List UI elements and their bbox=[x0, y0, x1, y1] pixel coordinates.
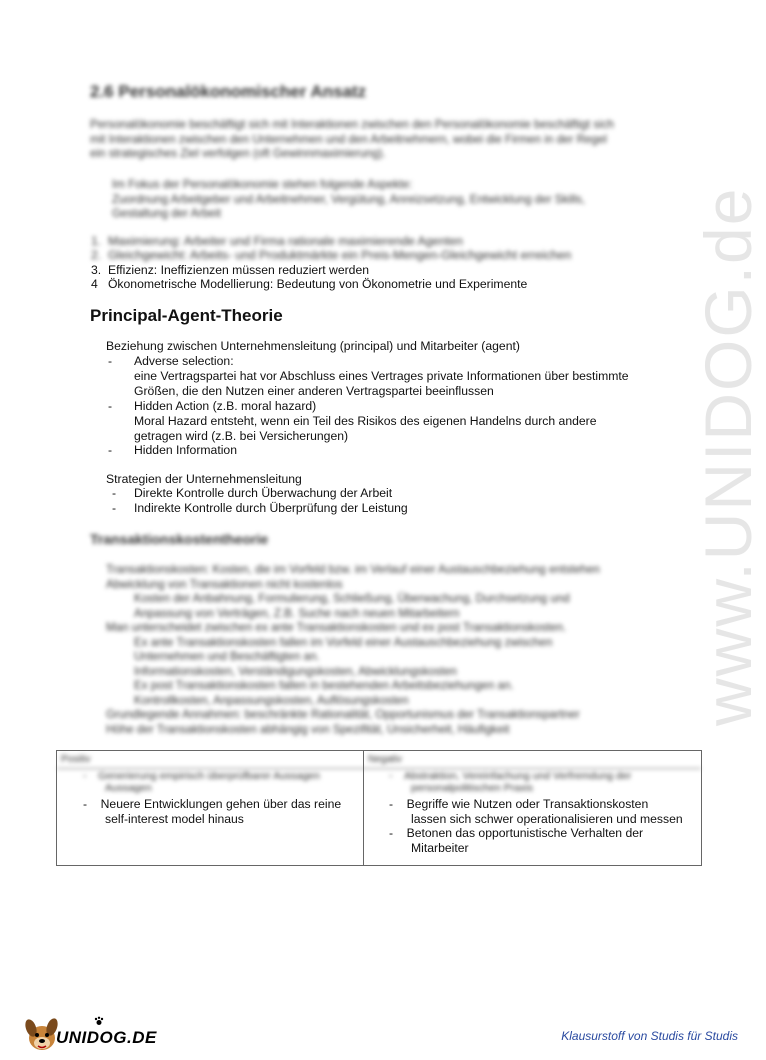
strategy-item: Indirekte Kontrolle durch Überprüfung der Leistung bbox=[134, 501, 408, 515]
list-dash: - bbox=[108, 354, 113, 368]
focus-line: Zuordnung Arbeitgeber und Arbeitnehmer, Vergütung, Anreizsetzung, Entwicklung der Skills, bbox=[112, 192, 586, 206]
intro-line: ein strategisches Ziel verfolgen (oft Gewinnmaximierung). bbox=[90, 147, 386, 160]
watermark-text: www.UNIDOG.de bbox=[691, 186, 765, 726]
hidden-action-line: getragen wird (z.B. bei Versicherungen) bbox=[134, 429, 349, 443]
intro-line: Personalökonomie beschäftigt sich mit Interaktionen zwischen den Personalökonomie beschäftigt sich bbox=[90, 118, 614, 131]
footer-tagline: Klausurstoff von Studis für Studis bbox=[561, 1029, 738, 1043]
table-cell-positiv: - Neuere Entwicklungen gehen über das reine self-interest model hinaus bbox=[83, 797, 342, 826]
tk-line: Unternehmen und Beschäftigten an. bbox=[134, 650, 320, 663]
tk-line: Ex post Transaktionskosten fallen in bestehenden Arbeitsbeziehungen an. bbox=[134, 679, 514, 692]
strategies-title: Strategien der Unternehmensleitung bbox=[106, 472, 302, 486]
table-cell-negativ: - Betonen das opportunistische Verhalten der Mitarbeiter bbox=[389, 826, 644, 855]
numbered-item: 3. Effizienz: Ineffizienzen müssen reduziert werden bbox=[91, 263, 369, 277]
table-header-negativ: Negativ bbox=[368, 754, 402, 765]
intro-paragraph bbox=[90, 118, 614, 162]
tk-line: Informationskosten, Verständigungskosten, Abwicklungskosten bbox=[134, 664, 457, 678]
adverse-title: Adverse selection: bbox=[134, 354, 234, 368]
tk-line: Man unterscheidet zwischen ex ante Transaktionskosten und ex post Transaktionskosten. bbox=[106, 621, 567, 634]
tk-heading: Transaktionskostentheorie bbox=[90, 531, 269, 547]
hidden-info-title: Hidden Information bbox=[134, 443, 237, 457]
list-dash: - bbox=[112, 486, 117, 500]
tk-line: Grundlegende Annahmen: beschränkte Rationalität, Opportunismus der Transaktionspartner bbox=[106, 708, 580, 721]
tk-line: Ex ante Transaktionskosten fallen im Vorfeld einer Austauschbeziehung zwischen bbox=[134, 635, 553, 649]
pa-heading: Principal-Agent-Theorie bbox=[90, 306, 283, 325]
paw-icon bbox=[94, 1016, 104, 1026]
focus-line: Im Fokus der Personalökonomie stehen folgende Aspekte: bbox=[112, 178, 413, 191]
tk-paragraph bbox=[106, 563, 666, 737]
unidog-logo bbox=[22, 1012, 162, 1056]
hidden-action-title: Hidden Action (z.B. moral hazard) bbox=[134, 399, 317, 413]
table-header-row bbox=[57, 751, 701, 769]
numbered-item: 1. Maximierung: Arbeiter und Firma rationale maximierende Agenten bbox=[91, 234, 463, 248]
tk-line: Anpassung von Verträgen, Z.B. Suche nach neuen Mitarbeitern bbox=[134, 606, 460, 620]
table-cell-blurred: - Generierung empirisch überprüfbarer Aussagen Aussagen bbox=[83, 770, 320, 794]
focus-line: Gestaltung der Arbeit bbox=[112, 207, 221, 220]
tk-line: Transaktionskosten: Kosten, die im Vorfeld bzw. im Verlauf einer Austauschbeziehung entstehen bbox=[106, 563, 600, 576]
pros-cons-table bbox=[56, 750, 702, 866]
table-cell-blurred: - Abstraktion, Vereinfachung und Verfremdung der personalpolitischen Praxis bbox=[389, 770, 632, 794]
list-dash: - bbox=[112, 501, 117, 515]
table-cell-negativ: - Begriffe wie Nutzen oder Transaktionskosten lassen sich schwer operationalisieren und messen bbox=[389, 797, 683, 826]
tk-line: Abwicklung von Transaktionen nicht kostenlos bbox=[106, 577, 343, 591]
adverse-line: eine Vertragspartei hat vor Abschluss eines Vertrages private Informationen über bestimmte bbox=[134, 369, 629, 383]
pa-intro: Beziehung zwischen Unternehmensleitung (principal) und Mitarbeiter (agent) bbox=[106, 339, 520, 353]
adverse-line: Größen, die den Nutzen einer anderen Vertragspartei beeinflussen bbox=[134, 384, 494, 398]
table-divider bbox=[363, 751, 364, 865]
list-dash: - bbox=[108, 399, 113, 413]
hidden-action-line: Moral Hazard entsteht, wenn ein Teil des Risikos des eigenen Handelns durch andere bbox=[134, 414, 597, 428]
numbered-item: 2. Gleichgewicht: Arbeits- und Produktmärkte ein Preis-Mengen-Gleichgewicht erreichen bbox=[91, 248, 572, 262]
section-heading: 2.6 Personalökonomischer Ansatz bbox=[90, 82, 367, 101]
table-header-positiv: Positiv bbox=[61, 754, 91, 765]
tk-line: Höhe der Transaktionskosten abhängig von Spezifität, Unsicherheit, Häufigkeit bbox=[106, 722, 510, 736]
numbered-item: 4 Ökonometrische Modellierung: Bedeutung von Ökonometrie und Experimente bbox=[91, 277, 528, 291]
strategy-item: Direkte Kontrolle durch Überwachung der Arbeit bbox=[134, 486, 393, 500]
tk-line: Kontrollkosten, Anpassungskosten, Auflösungskosten bbox=[134, 693, 409, 707]
list-dash: - bbox=[108, 443, 113, 457]
tk-line: Kosten der Anbahnung, Formulierung, Schließung, Überwachung, Durchsetzung und bbox=[134, 592, 570, 605]
focus-paragraph bbox=[112, 178, 585, 222]
intro-line: mit Interaktionen zwischen den Unternehmen und den Arbeitnehmern, wobei die Firmen in der Regel bbox=[90, 132, 607, 146]
logo-text: UNIDOG.DE bbox=[56, 1028, 157, 1047]
